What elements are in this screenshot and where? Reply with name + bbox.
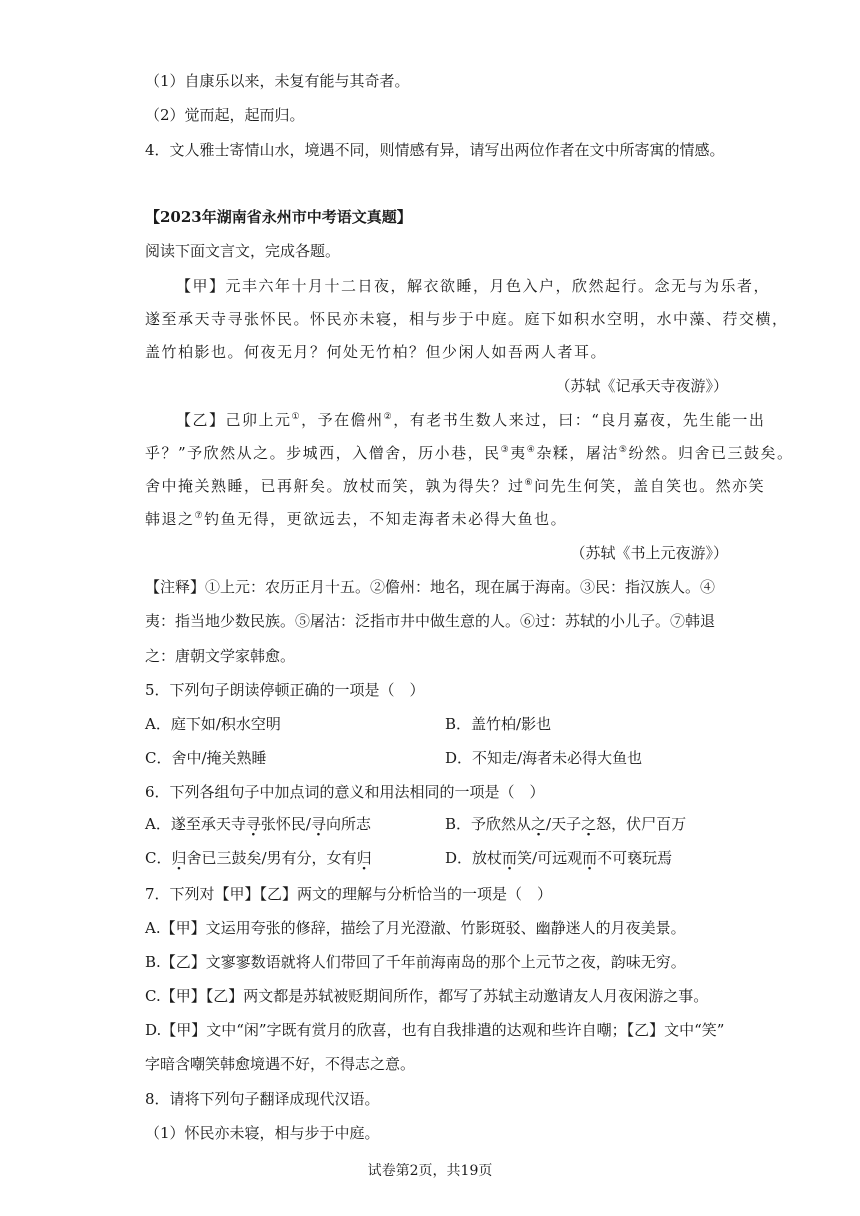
q7-option-c[interactable]: C.【甲】【乙】两文都是苏轼被贬期间所作，都写了苏轼主动邀请友人月夜闲游之事。 — [145, 987, 709, 1005]
instruction: 阅读下面文言文，完成各题。 — [145, 242, 341, 260]
q6-option-b[interactable]: B．予欣然从之/天子之怒，伏尸百万 — [445, 815, 687, 833]
passage-yi-line4: 韩退之⑦钓鱼无得，更欲远去，不知走海者未必得大鱼也。 — [145, 510, 568, 528]
q6-option-a[interactable]: A．遂至承天寺寻张怀民/寻向所志 — [145, 815, 371, 833]
q7-option-b[interactable]: B.【乙】文寥寥数语就将人们带回了千年前海南岛的那个上元节之夜，韵味无穷。 — [145, 953, 686, 971]
section-title: 【2023年湖南省永州市中考语文真题】 — [145, 208, 412, 226]
question-8-stem: 8．请将下列句子翻译成现代汉语。 — [145, 1090, 380, 1108]
prev-q3-item1: （1）自康乐以来，未复有能与其奇者。 — [145, 72, 410, 90]
q5-option-a[interactable]: A．庭下如/积水空明 — [145, 715, 281, 733]
passage-jia-line2: 遂至承天寺寻张怀民。怀民亦未寝，相与步于中庭。庭下如积水空明，水中藻、荇交横， — [145, 310, 789, 328]
question-4: 4．文人雅士寄情山水，境遇不同，则情感有异，请写出两位作者在文中所寄寓的情感。 — [145, 141, 725, 159]
passage-yi-line1: 【乙】己卯上元①，予在儋州②，有老书生数人来过，曰：“良月嘉夜，先生能一出 — [176, 411, 766, 429]
q7-option-d-line2[interactable]: 字暗含嘲笑韩愈境遇不好，不得志之意。 — [145, 1055, 416, 1073]
q5-option-d[interactable]: D．不知走/海者未必得大鱼也 — [445, 749, 643, 767]
q5-option-b[interactable]: B．盖竹柏/影也 — [445, 715, 552, 733]
question-6-stem: 6．下列各组句子中加点词的意义和用法相同的一项是（ ） — [145, 783, 545, 801]
q7-option-a[interactable]: A.【甲】文运用夸张的修辞，描绘了月光澄澈、竹影斑驳、幽静迷人的月夜美景。 — [145, 919, 686, 937]
notes-line1: 【注释】①上元：农历正月十五。②儋州：地名，现在属于海南。③民：指汉族人。④ — [145, 578, 716, 596]
page-footer: 试卷第2页，共19页 — [367, 1163, 493, 1179]
passage-yi-source: （苏轼《书上元夜游》） — [570, 544, 728, 562]
question-5-stem: 5．下列句子朗读停顿正确的一项是（ ） — [145, 681, 425, 699]
q6-option-d[interactable]: D．放杖而笑/可远观而不可亵玩焉 — [445, 849, 673, 867]
question-7-stem: 7．下列对【甲】【乙】两文的理解与分析恰当的一项是（ ） — [145, 885, 553, 903]
q7-option-d-line1[interactable]: D.【甲】文中“闲”字既有赏月的欣喜，也有自我排遣的达观和些许自嘲；【乙】文中“笑” — [145, 1021, 725, 1039]
q8-sentence-1: （1）怀民亦未寝，相与步于中庭。 — [145, 1124, 380, 1142]
passage-yi-line3: 舍中掩关熟睡，已再鼾矣。放杖而笑，孰为得失？过⑥问先生何笑，盖自笑也。然亦笑 — [145, 477, 766, 495]
q5-option-c[interactable]: C．舍中/掩关熟睡 — [145, 749, 267, 767]
prev-q3-item2: （2）觉而起，起而归。 — [145, 106, 305, 124]
passage-jia-line3: 盖竹柏影也。何夜无月？何处无竹柏？但少闲人如吾两人者耳。 — [145, 343, 608, 361]
notes-line2: 夷：指当地少数民族。⑤屠沽：泛指市井中做生意的人。⑥过：苏轼的小儿子。⑦韩退 — [145, 612, 716, 630]
notes-line3: 之：唐朝文学家韩愈。 — [145, 647, 296, 665]
passage-yi-line2: 乎？”予欣然从之。步城西，入僧舍，历小巷，民③夷④杂糅，屠沽⑤纷然。归舍已三鼓矣。 — [145, 444, 794, 462]
passage-jia-source: （苏轼《记承天寺夜游》） — [555, 377, 728, 395]
passage-jia-line1: 【甲】元丰六年十月十二日夜，解衣欲睡，月色入户，欣然起行。念无与为乐者， — [176, 277, 771, 295]
q6-option-c[interactable]: C．归舍已三鼓矣/男有分，女有归 — [145, 849, 372, 867]
